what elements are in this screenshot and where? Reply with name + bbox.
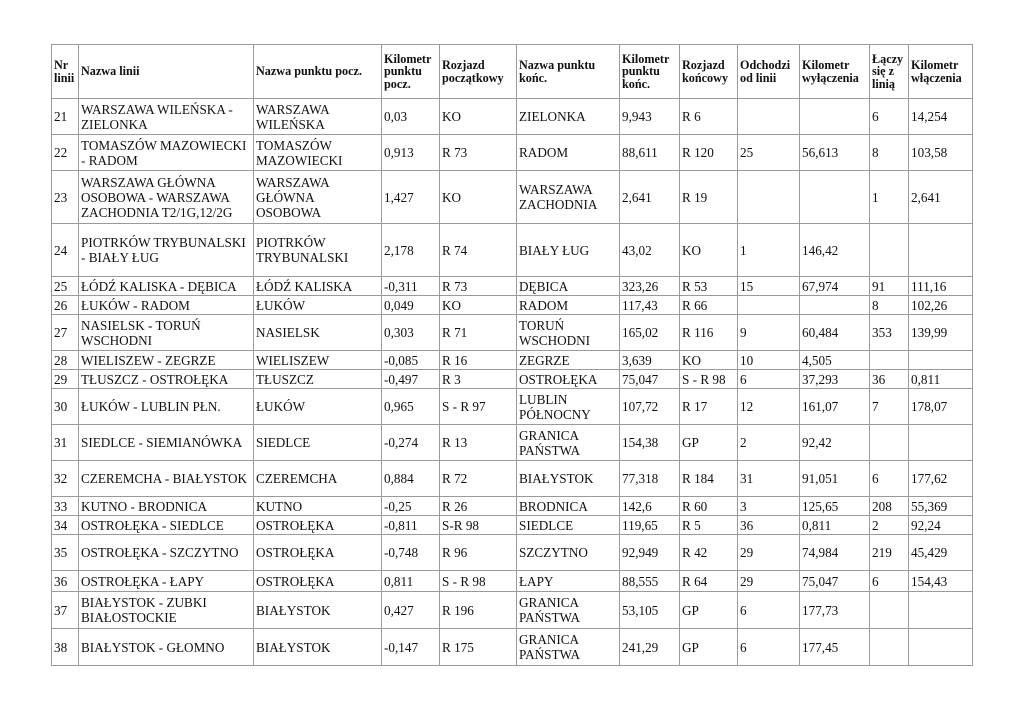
cell-junction-end: GP [680, 629, 738, 666]
cell-branches-from: 15 [738, 277, 800, 296]
header-branches-from: Odchodzi od linii [738, 45, 800, 99]
cell-km-start: 1,427 [382, 171, 440, 224]
cell-km-branch-off [800, 171, 870, 224]
cell-branches-from: 10 [738, 351, 800, 370]
cell-nr: 27 [52, 315, 79, 351]
cell-name: OSTROŁĘKA - ŁAPY [79, 571, 254, 592]
cell-km-start: 0,884 [382, 461, 440, 497]
cell-junction-start: R 175 [440, 629, 517, 666]
cell-joins-line [870, 351, 909, 370]
cell-km-end: 107,72 [620, 389, 680, 425]
cell-nr: 37 [52, 592, 79, 629]
table-row [52, 389, 973, 425]
cell-branches-from: 12 [738, 389, 800, 425]
cell-junction-end: KO [680, 224, 738, 277]
cell-junction-start: KO [440, 99, 517, 135]
header-km-branch-off: Kilometr wyłączenia [800, 45, 870, 99]
cell-km-branch-off: 60,484 [800, 315, 870, 351]
table-row [52, 516, 973, 535]
cell-km-branch-off: 67,974 [800, 277, 870, 296]
cell-km-start: 0,049 [382, 296, 440, 315]
cell-start-point: WARSZAWA WILEŃSKA [254, 99, 382, 135]
cell-junction-end: R 64 [680, 571, 738, 592]
cell-km-start: 0,03 [382, 99, 440, 135]
cell-name: TŁUSZCZ - OSTROŁĘKA [79, 370, 254, 389]
cell-junction-start: R 13 [440, 425, 517, 461]
cell-joins-line: 1 [870, 171, 909, 224]
cell-km-branch-off: 91,051 [800, 461, 870, 497]
cell-km-join: 0,811 [909, 370, 973, 389]
cell-km-join: 103,58 [909, 135, 973, 171]
cell-junction-start: R 96 [440, 535, 517, 571]
cell-junction-start: R 72 [440, 461, 517, 497]
cell-junction-end: R 19 [680, 171, 738, 224]
cell-name: BIAŁYSTOK - GŁOMNO [79, 629, 254, 666]
cell-junction-end: R 66 [680, 296, 738, 315]
cell-junction-start: R 16 [440, 351, 517, 370]
cell-name: WARSZAWA GŁÓWNA OSOBOWA - WARSZAWA ZACHODNIA T2/1G,12/2G [79, 171, 254, 224]
cell-km-join: 178,07 [909, 389, 973, 425]
table-row [52, 461, 973, 497]
table-header-row [52, 45, 973, 99]
cell-nr: 31 [52, 425, 79, 461]
cell-junction-end: R 53 [680, 277, 738, 296]
cell-end-point: BIAŁY ŁUG [517, 224, 620, 277]
cell-junction-start: S - R 97 [440, 389, 517, 425]
cell-km-join [909, 629, 973, 666]
cell-branches-from: 6 [738, 629, 800, 666]
cell-nr: 34 [52, 516, 79, 535]
cell-nr: 36 [52, 571, 79, 592]
cell-joins-line: 353 [870, 315, 909, 351]
cell-km-join [909, 425, 973, 461]
cell-km-branch-off [800, 99, 870, 135]
cell-end-point: BIAŁYSTOK [517, 461, 620, 497]
cell-km-join: 177,62 [909, 461, 973, 497]
table-row [52, 171, 973, 224]
cell-km-end: 77,318 [620, 461, 680, 497]
cell-branches-from: 9 [738, 315, 800, 351]
cell-name: BIAŁYSTOK - ZUBKI BIAŁOSTOCKIE [79, 592, 254, 629]
cell-km-start: -0,811 [382, 516, 440, 535]
header-nr: Nr linii [52, 45, 79, 99]
cell-end-point: BRODNICA [517, 497, 620, 516]
cell-nr: 23 [52, 171, 79, 224]
cell-km-end: 88,555 [620, 571, 680, 592]
cell-km-branch-off: 37,293 [800, 370, 870, 389]
cell-end-point: GRANICA PAŃSTWA [517, 592, 620, 629]
cell-start-point: WARSZAWA GŁÓWNA OSOBOWA [254, 171, 382, 224]
cell-end-point: OSTROŁĘKA [517, 370, 620, 389]
cell-start-point: TOMASZÓW MAZOWIECKI [254, 135, 382, 171]
cell-km-branch-off: 177,73 [800, 592, 870, 629]
table-row [52, 351, 973, 370]
cell-joins-line: 36 [870, 370, 909, 389]
cell-km-end: 119,65 [620, 516, 680, 535]
cell-start-point: ŁUKÓW [254, 389, 382, 425]
table-row [52, 535, 973, 571]
cell-branches-from: 1 [738, 224, 800, 277]
header-name: Nazwa linii [79, 45, 254, 99]
cell-end-point: RADOM [517, 135, 620, 171]
railway-lines-table [51, 44, 973, 666]
cell-junction-end: R 184 [680, 461, 738, 497]
cell-nr: 28 [52, 351, 79, 370]
cell-km-start: 0,913 [382, 135, 440, 171]
cell-start-point: OSTROŁĘKA [254, 571, 382, 592]
cell-start-point: BIAŁYSTOK [254, 629, 382, 666]
cell-end-point: SIEDLCE [517, 516, 620, 535]
cell-start-point: KUTNO [254, 497, 382, 516]
cell-joins-line [870, 425, 909, 461]
cell-junction-end: S - R 98 [680, 370, 738, 389]
header-km-start: Kilometr punktu pocz. [382, 45, 440, 99]
cell-joins-line [870, 592, 909, 629]
cell-km-join: 2,641 [909, 171, 973, 224]
cell-nr: 29 [52, 370, 79, 389]
cell-km-start: 0,303 [382, 315, 440, 351]
cell-name: OSTROŁĘKA - SIEDLCE [79, 516, 254, 535]
cell-junction-end: R 120 [680, 135, 738, 171]
cell-junction-end: R 6 [680, 99, 738, 135]
cell-end-point: ZIELONKA [517, 99, 620, 135]
header-start-point: Nazwa punktu pocz. [254, 45, 382, 99]
cell-km-join [909, 351, 973, 370]
cell-branches-from [738, 296, 800, 315]
header-end-point: Nazwa punktu końc. [517, 45, 620, 99]
cell-km-join [909, 592, 973, 629]
cell-branches-from: 6 [738, 592, 800, 629]
cell-km-branch-off: 146,42 [800, 224, 870, 277]
cell-junction-start: R 71 [440, 315, 517, 351]
cell-start-point: PIOTRKÓW TRYBUNALSKI [254, 224, 382, 277]
cell-nr: 25 [52, 277, 79, 296]
cell-km-start: -0,748 [382, 535, 440, 571]
cell-joins-line [870, 224, 909, 277]
cell-km-start: 0,965 [382, 389, 440, 425]
cell-branches-from: 2 [738, 425, 800, 461]
cell-branches-from: 3 [738, 497, 800, 516]
cell-km-join [909, 224, 973, 277]
header-km-join: Kilometr włączenia [909, 45, 973, 99]
cell-start-point: TŁUSZCZ [254, 370, 382, 389]
cell-end-point: ŁAPY [517, 571, 620, 592]
table-row [52, 497, 973, 516]
cell-km-end: 9,943 [620, 99, 680, 135]
table-row [52, 629, 973, 666]
cell-joins-line: 208 [870, 497, 909, 516]
cell-name: CZEREMCHA - BIAŁYSTOK [79, 461, 254, 497]
cell-end-point: GRANICA PAŃSTWA [517, 629, 620, 666]
cell-joins-line: 219 [870, 535, 909, 571]
table-row [52, 425, 973, 461]
cell-joins-line: 2 [870, 516, 909, 535]
cell-start-point: BIAŁYSTOK [254, 592, 382, 629]
cell-km-start: -0,274 [382, 425, 440, 461]
cell-km-start: -0,147 [382, 629, 440, 666]
cell-junction-start: R 196 [440, 592, 517, 629]
cell-nr: 32 [52, 461, 79, 497]
cell-name: ŁUKÓW - LUBLIN PŁN. [79, 389, 254, 425]
table-row [52, 315, 973, 351]
cell-km-end: 75,047 [620, 370, 680, 389]
cell-nr: 33 [52, 497, 79, 516]
cell-branches-from: 31 [738, 461, 800, 497]
cell-end-point: DĘBICA [517, 277, 620, 296]
cell-km-end: 3,639 [620, 351, 680, 370]
table-row [52, 370, 973, 389]
cell-nr: 35 [52, 535, 79, 571]
cell-joins-line: 8 [870, 296, 909, 315]
cell-joins-line: 8 [870, 135, 909, 171]
cell-start-point: WIELISZEW [254, 351, 382, 370]
cell-junction-end: GP [680, 592, 738, 629]
cell-km-branch-off: 92,42 [800, 425, 870, 461]
cell-junction-end: GP [680, 425, 738, 461]
cell-joins-line [870, 629, 909, 666]
cell-end-point: GRANICA PAŃSTWA [517, 425, 620, 461]
table-row [52, 277, 973, 296]
table-row [52, 571, 973, 592]
cell-km-join: 45,429 [909, 535, 973, 571]
table-row [52, 224, 973, 277]
cell-junction-start: R 26 [440, 497, 517, 516]
cell-km-start: -0,311 [382, 277, 440, 296]
cell-km-start: 2,178 [382, 224, 440, 277]
cell-start-point: ŁUKÓW [254, 296, 382, 315]
cell-km-branch-off: 161,07 [800, 389, 870, 425]
cell-km-start: -0,085 [382, 351, 440, 370]
table-body [52, 99, 973, 666]
cell-junction-start: S-R 98 [440, 516, 517, 535]
cell-km-start: -0,25 [382, 497, 440, 516]
cell-km-end: 241,29 [620, 629, 680, 666]
cell-end-point: RADOM [517, 296, 620, 315]
cell-km-end: 43,02 [620, 224, 680, 277]
cell-branches-from: 6 [738, 370, 800, 389]
header-joins-line: Łączy się z linią [870, 45, 909, 99]
cell-name: TOMASZÓW MAZOWIECKI - RADOM [79, 135, 254, 171]
cell-km-branch-off [800, 296, 870, 315]
cell-end-point: SZCZYTNO [517, 535, 620, 571]
cell-start-point: OSTROŁĘKA [254, 535, 382, 571]
cell-km-branch-off: 125,65 [800, 497, 870, 516]
cell-junction-end: R 17 [680, 389, 738, 425]
cell-joins-line: 7 [870, 389, 909, 425]
cell-km-join: 154,43 [909, 571, 973, 592]
cell-name: SIEDLCE - SIEMIANÓWKA [79, 425, 254, 461]
cell-km-end: 154,38 [620, 425, 680, 461]
cell-km-end: 2,641 [620, 171, 680, 224]
cell-end-point: TORUŃ WSCHODNI [517, 315, 620, 351]
cell-nr: 26 [52, 296, 79, 315]
cell-nr: 24 [52, 224, 79, 277]
cell-km-join: 139,99 [909, 315, 973, 351]
cell-name: PIOTRKÓW TRYBUNALSKI - BIAŁY ŁUG [79, 224, 254, 277]
cell-name: KUTNO - BRODNICA [79, 497, 254, 516]
header-km-end: Kilometr punktu końc. [620, 45, 680, 99]
cell-junction-start: R 3 [440, 370, 517, 389]
cell-km-end: 142,6 [620, 497, 680, 516]
table-row [52, 99, 973, 135]
table-row [52, 296, 973, 315]
cell-end-point: WARSZAWA ZACHODNIA [517, 171, 620, 224]
cell-km-join: 102,26 [909, 296, 973, 315]
cell-joins-line: 6 [870, 571, 909, 592]
cell-km-join: 92,24 [909, 516, 973, 535]
cell-km-join: 14,254 [909, 99, 973, 135]
cell-junction-end: R 42 [680, 535, 738, 571]
cell-km-start: 0,427 [382, 592, 440, 629]
cell-km-end: 165,02 [620, 315, 680, 351]
cell-junction-start: R 73 [440, 277, 517, 296]
cell-branches-from: 36 [738, 516, 800, 535]
cell-name: ŁÓDŹ KALISKA - DĘBICA [79, 277, 254, 296]
cell-start-point: NASIELSK [254, 315, 382, 351]
cell-branches-from: 29 [738, 571, 800, 592]
cell-km-end: 53,105 [620, 592, 680, 629]
cell-end-point: LUBLIN PÓŁNOCNY [517, 389, 620, 425]
table-row [52, 592, 973, 629]
cell-branches-from [738, 99, 800, 135]
cell-start-point: ŁÓDŹ KALISKA [254, 277, 382, 296]
header-junction-end: Rozjazd końcowy [680, 45, 738, 99]
cell-km-join: 55,369 [909, 497, 973, 516]
cell-junction-start: R 73 [440, 135, 517, 171]
cell-start-point: CZEREMCHA [254, 461, 382, 497]
cell-name: WARSZAWA WILEŃSKA - ZIELONKA [79, 99, 254, 135]
cell-name: WIELISZEW - ZEGRZE [79, 351, 254, 370]
cell-joins-line: 6 [870, 99, 909, 135]
cell-start-point: SIEDLCE [254, 425, 382, 461]
cell-junction-start: S - R 98 [440, 571, 517, 592]
cell-joins-line: 6 [870, 461, 909, 497]
cell-name: ŁUKÓW - RADOM [79, 296, 254, 315]
cell-junction-end: R 5 [680, 516, 738, 535]
cell-name: OSTROŁĘKA - SZCZYTNO [79, 535, 254, 571]
cell-km-branch-off: 75,047 [800, 571, 870, 592]
cell-km-branch-off: 74,984 [800, 535, 870, 571]
cell-branches-from: 29 [738, 535, 800, 571]
cell-junction-end: R 116 [680, 315, 738, 351]
cell-nr: 21 [52, 99, 79, 135]
cell-junction-start: KO [440, 296, 517, 315]
cell-km-start: 0,811 [382, 571, 440, 592]
cell-branches-from: 25 [738, 135, 800, 171]
cell-nr: 38 [52, 629, 79, 666]
header-junction-start: Rozjazd początkowy [440, 45, 517, 99]
cell-junction-start: KO [440, 171, 517, 224]
cell-junction-end: KO [680, 351, 738, 370]
cell-km-branch-off: 4,505 [800, 351, 870, 370]
cell-km-branch-off: 0,811 [800, 516, 870, 535]
cell-km-branch-off: 56,613 [800, 135, 870, 171]
cell-start-point: OSTROŁĘKA [254, 516, 382, 535]
cell-joins-line: 91 [870, 277, 909, 296]
cell-nr: 30 [52, 389, 79, 425]
cell-km-end: 92,949 [620, 535, 680, 571]
cell-junction-start: R 74 [440, 224, 517, 277]
cell-km-branch-off: 177,45 [800, 629, 870, 666]
cell-km-start: -0,497 [382, 370, 440, 389]
cell-nr: 22 [52, 135, 79, 171]
cell-km-end: 117,43 [620, 296, 680, 315]
cell-name: NASIELSK - TORUŃ WSCHODNI [79, 315, 254, 351]
cell-branches-from [738, 171, 800, 224]
cell-km-end: 323,26 [620, 277, 680, 296]
cell-km-end: 88,611 [620, 135, 680, 171]
cell-km-join: 111,16 [909, 277, 973, 296]
table-row [52, 135, 973, 171]
cell-junction-end: R 60 [680, 497, 738, 516]
cell-end-point: ZEGRZE [517, 351, 620, 370]
